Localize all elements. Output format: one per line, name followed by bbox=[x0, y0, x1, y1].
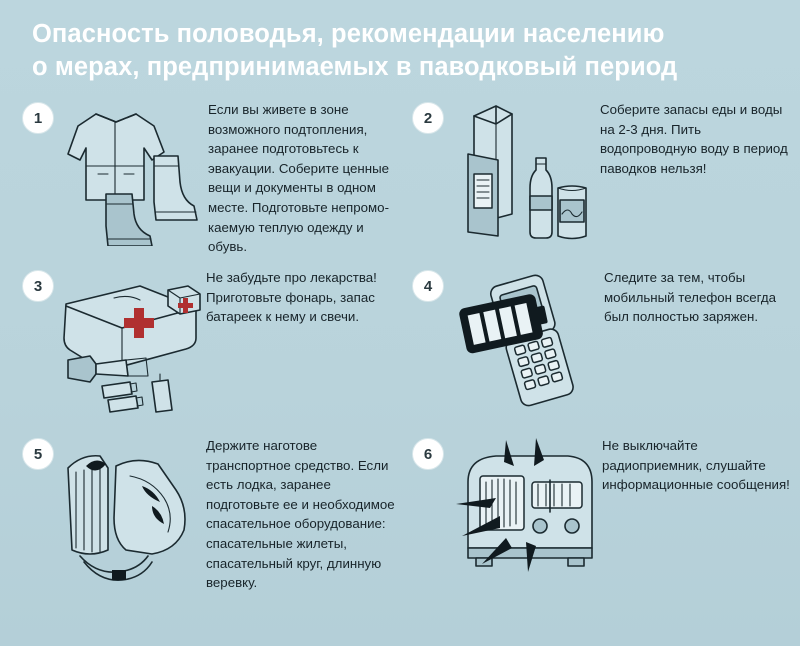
advice-row bbox=[0, 264, 800, 432]
advice-text-3: Не забудьте про лекарства! Приготовьте фонарь, запас батареек к нему и свечи. bbox=[206, 270, 377, 325]
page-title-line-1: Опасность половодья, рекомендации населению bbox=[32, 20, 665, 48]
advice-text-5: Держите наготове транспортное средство. Если есть лодка, заранее подготовьте ее и необходимое спасательное оборудование: спасательные жилеты, спасательный круг, длинную веревку. bbox=[206, 438, 395, 591]
advice-text-4: Следите за тем, чтобы мобильный телефон всегда был полностью заряжен. bbox=[604, 270, 777, 325]
step-number-badge: 1 bbox=[22, 102, 54, 134]
radio-receiver-icon bbox=[452, 432, 602, 642]
advice-item-2 bbox=[400, 96, 800, 264]
page-title bbox=[32, 18, 772, 84]
step-number-badge: 3 bbox=[22, 270, 54, 302]
advice-item-5 bbox=[0, 432, 400, 642]
clothing-and-boots-icon bbox=[58, 96, 208, 264]
advice-row bbox=[0, 432, 800, 642]
advice-grid bbox=[0, 96, 800, 642]
step-number-badge: 2 bbox=[412, 102, 444, 134]
page-title-line-2: о мерах, предпринимаемых в паводковый период bbox=[32, 53, 678, 81]
advice-item-3 bbox=[0, 264, 400, 432]
advice-item-4 bbox=[400, 264, 800, 432]
step-number-badge: 6 bbox=[412, 438, 444, 470]
step-number-badge: 5 bbox=[22, 438, 54, 470]
advice-row bbox=[0, 96, 800, 264]
advice-text-6: Не выключайте радиоприемник, слушайте информационные сообщения! bbox=[602, 438, 790, 493]
mobile-phone-battery-icon bbox=[454, 264, 604, 432]
step-number-badge: 4 bbox=[412, 270, 444, 302]
advice-text-2: Соберите запасы еды и воды на 2-3 дня. Пить водопроводную воду в период паводков нельзя! bbox=[600, 102, 788, 176]
advice-item-6 bbox=[400, 432, 800, 642]
life-jacket-icon bbox=[56, 432, 206, 642]
food-and-water-supplies-icon bbox=[450, 96, 600, 264]
advice-text-1: Если вы живете в зоне возможного подтопления, заранее подготовьтесь к эвакуации. Соберите ценные вещи и документы в одном месте. Подготовьте непромо-каемую теплую одежду и обувь. bbox=[208, 102, 390, 255]
advice-item-1 bbox=[0, 96, 400, 264]
first-aid-kit-icon bbox=[56, 264, 206, 432]
